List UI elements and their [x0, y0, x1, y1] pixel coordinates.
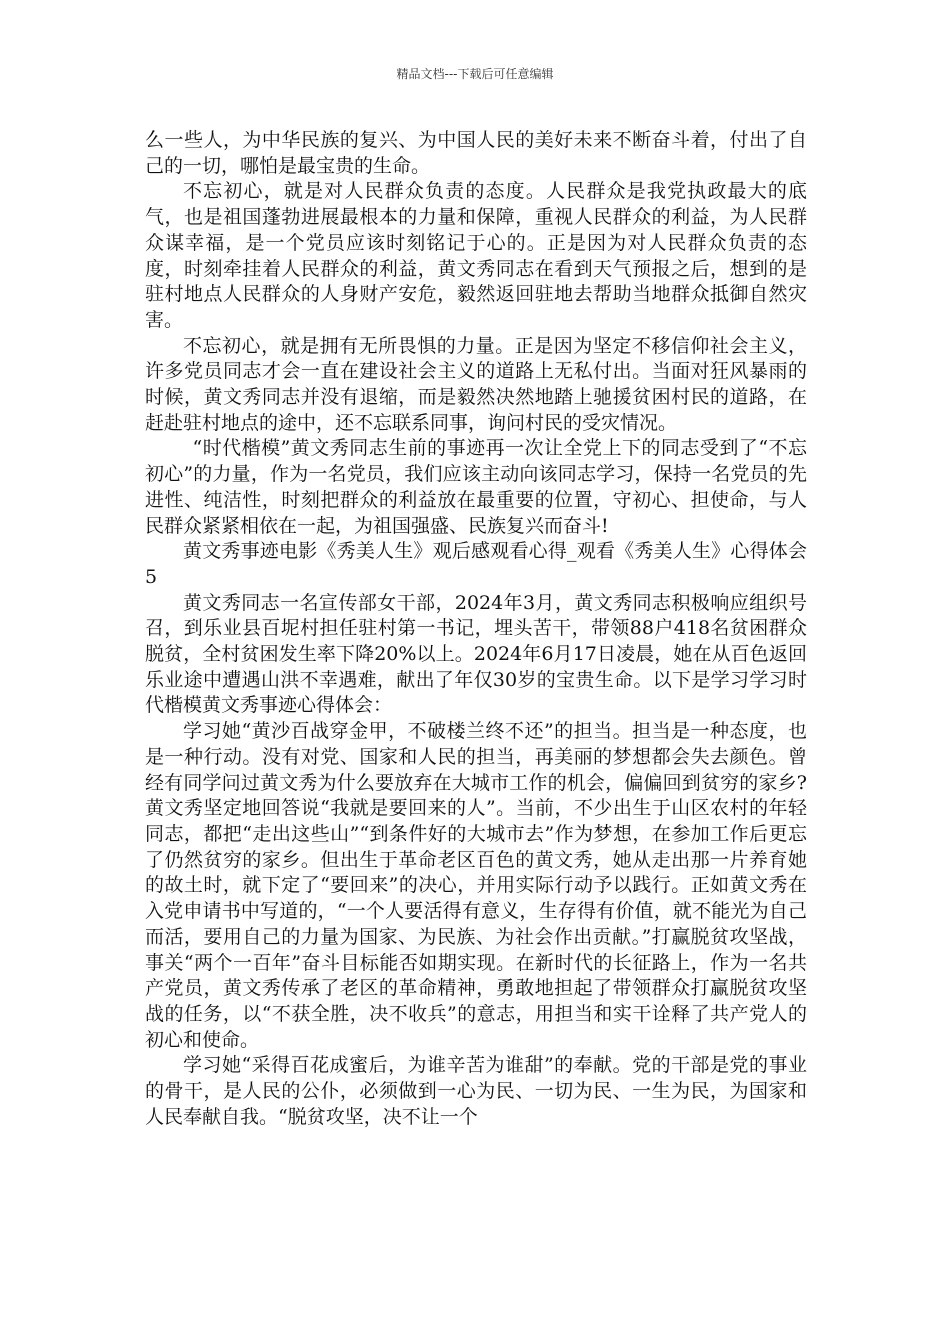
- paragraph: 黄文秀同志一名宣传部女干部，2024年3月，黄文秀同志积极响应组织号召，到乐业县百坭村担任驻村第一书记，埋头苦干，带领88户418名贫困群众脱贫，全村贫困发生率下降20%以上。2024年6月17日凌晨，她在从百色返回乐业途中遭遇山洪不幸遇难，献出了年仅30岁的宝贵生命。以下是学习学习时代楷模黄文秀事迹心得体会：: [145, 591, 807, 717]
- page-header: 精品文档---下载后可任意编辑: [396, 67, 554, 81]
- paragraph: 学习她“黄沙百战穿金甲，不破楼兰终不还”的担当。担当是一种态度，也是一种行动。没有对党、国家和人民的担当，再美丽的梦想都会失去颜色。曾经有同学问过黄文秀为什么要放弃在大城市工作的机会，偏偏回到贫穷的家乡?黄文秀坚定地回答说“我就是要回来的人”。当前，不少出生于山区农村的年轻同志，都把“走出这些山”“到条件好的大城市去”作为梦想，在参加工作后更忘了仍然贫穷的家乡。但出生于革命老区百色的黄文秀，她从走出那一片养育她的故土时，就下定了“要回来”的决心，并用实际行动予以践行。正如黄文秀在入党申请书中写道的，“一个人要活得有意义，生存得有价值，就不能光为自己而活，要用自己的力量为国家、为民族、为社会作出贡献。”打赢脱贫攻坚战，事关“两个一百年”奋斗目标能否如期实现。在新时代的长征路上，作为一名共产党员，黄文秀传承了老区的革命精神，勇敢地担起了带领群众打赢脱贫攻坚战的任务，以“不获全胜，决不收兵”的意志，用担当和实干诠释了共产党人的初心和使命。: [145, 720, 807, 1051]
- paragraph: 不忘初心，就是对人民群众负责的态度。人民群众是我党执政最大的底气，也是祖国蓬勃进展最根本的力量和保障，重视人民群众的利益，为人民群众谋幸福，是一个党员应该时刻铭记于心的。正是因为对人民群众负责的态度，时刻牵挂着人民群众的利益，黄文秀同志在看到天气预报之后，想到的是驻村地点人民群众的人身财产安危，毅然返回驻地去帮助当地群众抵御自然灾害。: [145, 180, 807, 331]
- paragraph: 不忘初心，就是拥有无所畏惧的力量。正是因为坚定不移信仰社会主义，许多党员同志才会一直在建设社会主义的道路上无私付出。当面对狂风暴雨的时候，黄文秀同志并没有退缩，而是毅然决然地踏上驰援贫困村民的道路，在赶赴驻村地点的途中，还不忘联系同事，询问村民的受灾情况。: [145, 334, 807, 434]
- paragraph: 学习她“采得百花成蜜后，为谁辛苦为谁甜”的奉献。党的干部是党的事业的骨干，是人民的公仆，必须做到一心为民、一切为民、一生为民，为国家和人民奉献自我。“脱贫攻坚，决不让一个: [145, 1054, 807, 1128]
- paragraph: “时代楷模”黄文秀同志生前的事迹再一次让全党上下的同志受到了“不忘初心”的力量，作为一名党员，我们应该主动向该同志学习，保持一名党员的先进性、纯洁性，时刻把群众的利益放在最重要的位置，守初心、担使命，与人民群众紧紧相依在一起，为祖国强盛、民族复兴而奋斗!: [145, 437, 807, 537]
- document-body: [145, 128, 807, 1130]
- section-title: 黄文秀事迹电影《秀美人生》观后感观看心得_观看《秀美人生》心得体会5: [145, 540, 807, 588]
- paragraph-continuation: 么一些人，为中华民族的复兴、为中国人民的美好未来不断奋斗着，付出了自己的一切，哪怕是最宝贵的生命。: [145, 129, 807, 177]
